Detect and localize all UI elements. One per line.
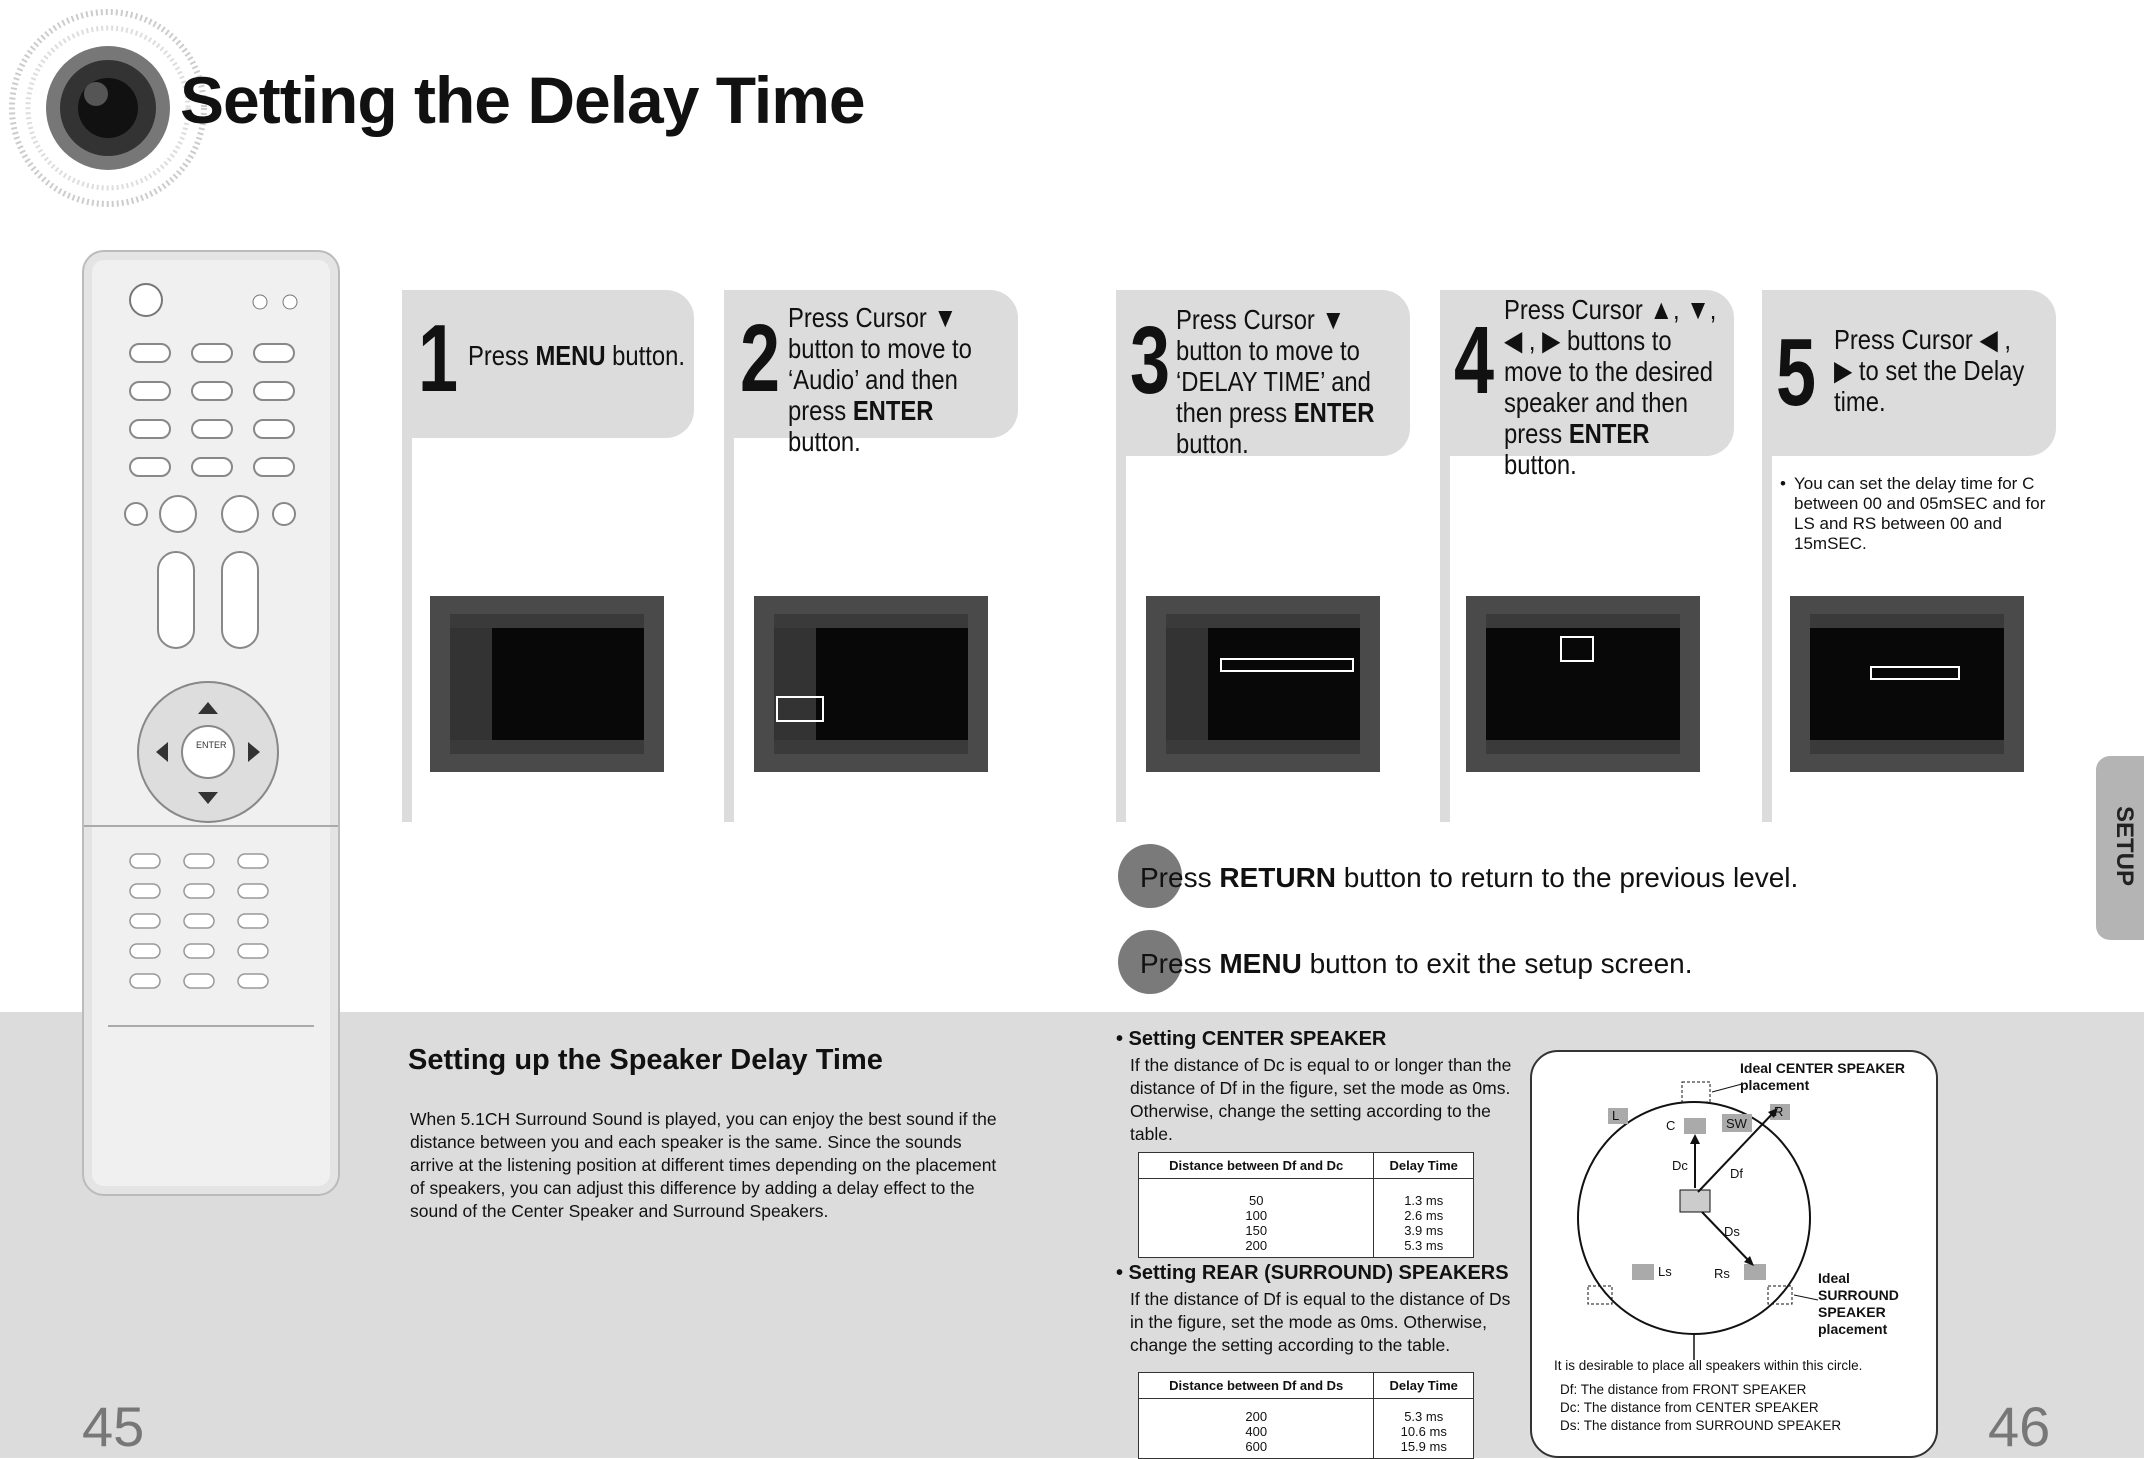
step-4-text: Press Cursor ▲, ▼, ◀ , ▶ buttons to move to the desired speaker and then press ENTER button. bbox=[1504, 294, 1717, 480]
step-2-divider bbox=[724, 438, 734, 822]
step-3-screen bbox=[1146, 596, 1380, 772]
rear-speaker-text: If the distance of Df is equal to the distance of Ds in the figure, set the mode as 0ms. Otherwise, change the setting according to the table. bbox=[1130, 1289, 1511, 1355]
table1-col2-header: Delay Time bbox=[1374, 1153, 1474, 1179]
rear-delay-table bbox=[1138, 1372, 1474, 1459]
section-paragraph: When 5.1CH Surround Sound is played, you can enjoy the best sound if the distance between you and each speaker is the same. Since the sounds arrive at the listening position at different times depending on the placement of speakers, you can adjust this difference by adding a delay effect to the sound of the Center Speaker and Surround Speakers. bbox=[410, 1109, 997, 1221]
label-Ds: Ds bbox=[1724, 1224, 1740, 1239]
page-title: Setting the Delay Time bbox=[180, 63, 865, 137]
svg-text:ENTER: ENTER bbox=[196, 740, 227, 750]
ideal-center-label: Ideal CENTER SPEAKER placement bbox=[1740, 1060, 1905, 1093]
step-5-screen bbox=[1790, 596, 2024, 772]
remote-buttons-icon bbox=[84, 252, 338, 1194]
step-5-text: Press Cursor ◀ , ▶ to set the Delay time. bbox=[1834, 324, 2025, 417]
label-L: L bbox=[1612, 1108, 1620, 1123]
table2-distance-cell: 200 400 600 bbox=[1139, 1399, 1374, 1459]
table2-col2-header: Delay Time bbox=[1374, 1373, 1474, 1399]
step-4-number: 4 bbox=[1454, 307, 1495, 414]
step-2-text: Press Cursor ▼ button to move to ‘Audio’ and then press ENTER button. bbox=[788, 302, 972, 457]
step-5-divider bbox=[1762, 456, 1772, 822]
definition-df: Df: The distance from FRONT SPEAKER bbox=[1560, 1382, 1807, 1397]
table2-col1-header: Distance between Df and Ds bbox=[1139, 1373, 1374, 1399]
step-2-number: 2 bbox=[740, 305, 781, 412]
rear-speaker-heading: • Setting REAR (SURROUND) SPEAKERS bbox=[1116, 1262, 1509, 1284]
return-hint-text: Press RETURN button to return to the previous level. bbox=[1140, 862, 1799, 893]
step-4-screen bbox=[1466, 596, 1700, 772]
step-1-text: Press MENU button. bbox=[468, 340, 685, 371]
section-heading: Setting up the Speaker Delay Time bbox=[408, 1044, 883, 1076]
step-3-divider bbox=[1116, 456, 1126, 822]
label-Dc: Dc bbox=[1672, 1158, 1688, 1173]
center-speaker-text: If the distance of Dc is equal to or longer than the distance of Df in the figure, set the mode as 0ms. Otherwise, change the setting according to the table. bbox=[1130, 1055, 1512, 1144]
setup-side-tab: SETUP bbox=[2096, 756, 2144, 940]
page-number-left: 45 bbox=[82, 1395, 145, 1458]
center-delay-table bbox=[1138, 1152, 1474, 1258]
label-SW: SW bbox=[1726, 1116, 1747, 1131]
step-1-number: 1 bbox=[418, 305, 459, 412]
label-Df: Df bbox=[1730, 1166, 1743, 1181]
step-1-divider bbox=[402, 438, 412, 822]
label-Rs: Rs bbox=[1714, 1266, 1730, 1281]
desirable-note: It is desirable to place all speakers within this circle. bbox=[1554, 1358, 1863, 1373]
step-5-note: • You can set the delay time for C between 00 and 05mSEC and for LS and RS between 00 and 15mSEC. bbox=[1780, 474, 2046, 553]
step-2-screen bbox=[754, 596, 988, 772]
menu-hint-text: Press MENU button to exit the setup screen. bbox=[1140, 948, 1693, 979]
definition-dc: Dc: The distance from CENTER SPEAKER bbox=[1560, 1400, 1819, 1415]
table1-distance-cell: 50 100 150 200 bbox=[1139, 1179, 1374, 1258]
label-Ls: Ls bbox=[1658, 1264, 1672, 1279]
step-5-number: 5 bbox=[1776, 319, 1817, 426]
table1-col1-header: Distance between Df and Dc bbox=[1139, 1153, 1374, 1179]
table2-delay-cell: 5.3 ms 10.6 ms 15.9 ms bbox=[1374, 1399, 1474, 1459]
label-C: C bbox=[1666, 1118, 1676, 1133]
speaker-logo-icon bbox=[8, 8, 208, 208]
definition-ds: Ds: The distance from SURROUND SPEAKER bbox=[1560, 1418, 1842, 1433]
center-speaker-heading: • Setting CENTER SPEAKER bbox=[1116, 1028, 1387, 1050]
step-3-number: 3 bbox=[1130, 307, 1171, 414]
step-3-text: Press Cursor ▼ button to move to ‘DELAY TIME’ and then press ENTER button. bbox=[1176, 304, 1375, 459]
speaker-placement-diagram bbox=[1530, 1050, 1938, 1458]
step-1-screen bbox=[430, 596, 664, 772]
page-number-right: 46 bbox=[1988, 1395, 2051, 1458]
ideal-surround-label: Ideal SURROUND SPEAKER placement bbox=[1818, 1270, 1899, 1337]
remote-control-illustration bbox=[82, 250, 340, 1196]
table1-delay-cell: 1.3 ms 2.6 ms 3.9 ms 5.3 ms bbox=[1374, 1179, 1474, 1258]
step-4-divider bbox=[1440, 456, 1450, 822]
label-R: R bbox=[1774, 1104, 1784, 1119]
